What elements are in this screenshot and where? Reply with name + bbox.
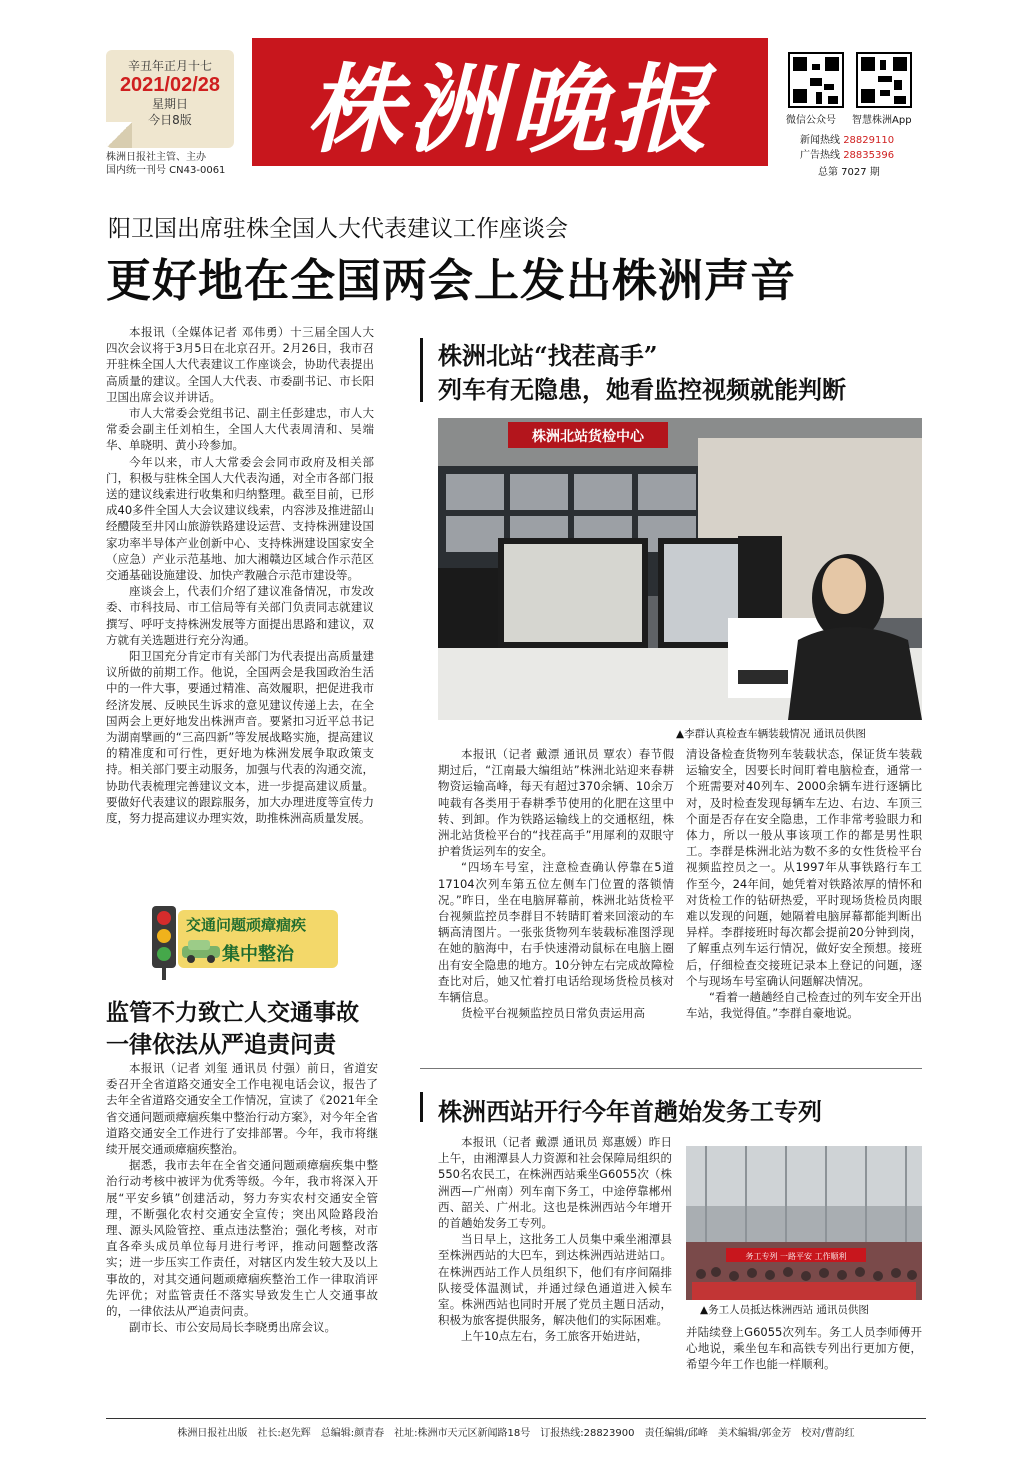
ad-hotline: [800, 149, 894, 162]
lead-paragraph: 阳卫国充分肯定市有关部门为代表提出高质量建议所做的前期工作。他说，全国两会是我国政治生活中的一件大事，要通过精准、高效履职，把促进我市经济发展、反映民生诉求的意见建议传递上去，在全国两会上更好地发出株洲声音。要紧扣习近平总书记为湖南擘画的“三高四新”等发展战略实施，提高建议的精准度和可行性，更好地为株洲发展争取政策支持。相关部门要主动服务，加强与代表的沟通交流，协助代表梳理完善建议文本，进一步提高建议质量。要做好代表建议的跟踪服务，加大办理进度等宣传力度，努力提高建议办理实效，助推株洲高质量发展。: [106, 649, 374, 826]
lead-paragraph: 本报讯（全媒体记者 邓伟勇）十三届全国人大四次会议将于3月5日在北京召开。2月26日，我市召开驻株全国人大代表建议工作座谈会，协助代表提出高质量的建议。全国人大代表、市委副书记、市长阳卫国出席会议并讲话。: [106, 325, 374, 404]
north-title-line2: 列车有无隐患，她看监控视频就能判断: [438, 375, 846, 404]
north-photo-caption: ▲李群认真检查车辆装载情况 通讯员供图: [676, 728, 866, 740]
news-hotline-label: 新闻热线: [800, 135, 840, 146]
newspaper-title: 株洲晚报: [306, 52, 714, 166]
traffic-paragraph: 本报讯（记者 刘玺 通讯员 付强）前日，省道安委召开全省道路交通安全工作电视电话会议，报告了去年全省道路交通安全工作情况，宣读了《2021年全省交通问题顽瘴痼疾集中整治行动方案》，对今年全省道路交通安全工作进行了安排部署。今年，我市将继续开展交通顽瘴痼疾整治。: [106, 1061, 378, 1157]
footer-credits: 株洲日报社出版 社长:赵先辉 总编辑:颜青春 社址:株洲市天元区新闻路18号 订报热线:28823900 责任编辑/邱峰 美术编辑/郭金芳 校对/曹韵红: [177, 1428, 855, 1439]
campaign-banner-line2: 集中整治: [222, 944, 294, 965]
north-paragraph: “看着一趟趟经自己检查过的列车安全开出车站，我觉得值。”李群自豪地说。: [686, 990, 922, 1021]
app-qr-icon: [856, 52, 912, 108]
west-column-1: [438, 1134, 672, 1345]
west-paragraph: 本报讯（记者 戴漂 通讯员 郑惠媛）昨日上午，由湘潭县人力资源和社会保障局组织的550名农民工，在株洲西站乘坐G6055次（株洲西—广州南）列车南下务工，中途停靠郴州西、韶关、广州北。这也是株洲西站今年增开的首趟始发务工专列。: [438, 1135, 672, 1231]
section-divider: [420, 1068, 922, 1069]
lead-paragraph: 市人大常委会党组书记、副主任彭建忠，市人大常委会副主任刘柏生，全国人大代表周清和、吴端华、单晓明、黄小玲参加。: [106, 406, 374, 453]
traffic-light-icon: [146, 904, 182, 980]
lead-article-body: [106, 324, 374, 826]
lead-paragraph: 座谈会上，代表们介绍了建议准备情况，市发改委、市科技局、市工信局等有关部门负责同志就建议撰写、呼吁支持株洲发展等方面提出思路和建议，双方就有关选题进行充分沟通。: [106, 584, 374, 647]
wechat-qr-icon: [788, 52, 844, 108]
north-title-line1: 株洲北站“找茬高手”: [438, 341, 658, 370]
weekday: 星期日: [151, 97, 188, 111]
qr-right-label: 智慧株洲App: [852, 115, 912, 126]
lunar-date: 辛丑年正月十七: [127, 59, 212, 73]
campaign-banner-line1: 交通问题顽瘴痼疾: [186, 916, 307, 934]
issue-number: 总第 7027 期: [818, 167, 880, 178]
north-column-1: [438, 746, 674, 1021]
west-station-photo: [686, 1146, 922, 1300]
traffic-paragraph: 据悉，我市去年在全省交通问题顽瘴痼疾集中整治行动考核中被评为优秀等级。今年，我市将深入开展“平安乡镇”创建活动，努力夯实农村交通安全管理，不断强化农村交通安全宣传；突出风险路段治理、源头风险管控、重点违法整治；强化考核，对市直各牵头成员单位每月进行考评，推动问题整改落实；进一步压实工作责任，对辖区内发生较大及以上事故的，对其交通问题顽瘴痼疾整治工作一律取消评先评优；对监管责任不落实导致发生亡人交通事故的，一律依法从严追责问责。: [106, 1158, 378, 1319]
traffic-title-line1: 监管不力致亡人交通事故: [106, 999, 359, 1026]
north-paragraph: “四场车号室，注意检查确认停靠在5道17104次列车第五位左侧车门位置的落锁情况。”昨日，坐在电脑屏幕前，株洲北站货检平台视频监控员李群目不转睛盯着来回滚动的车辆高清图片。一张张货物列车装载标准图浮现在她的脑海中，右手快速滑动鼠标在电脑上圈出有安全隐患的地方。10分钟左右完成故障检查比对后，她又忙着打电话给现场货检员核对车辆信息。: [438, 860, 674, 1005]
west-column-2: [686, 1324, 922, 1373]
lead-headline: 更好地在全国两会上发出株洲声音: [106, 254, 797, 307]
news-hotline: [800, 134, 894, 147]
north-title-bar: [420, 338, 423, 402]
photo-sign-text: 株洲北站货检中心: [532, 429, 644, 445]
publisher-line: 株洲日报社主管、主办: [106, 152, 206, 163]
date-box: [106, 50, 234, 148]
edition-count: 今日8版: [148, 113, 192, 127]
west-paragraph: 并陆续登上G6055次列车。务工人员李师傅开心地说，乘坐包车和高铁专列出行更加方便，希望今年工作也能一样顺利。: [686, 1325, 922, 1372]
west-paragraph: 上午10点左右，务工旅客开始进站，: [461, 1329, 649, 1344]
news-hotline-number: 28829110: [843, 135, 895, 146]
masthead: [252, 38, 768, 166]
solar-date: 2021/02/28: [119, 74, 221, 96]
ad-hotline-number: 28835396: [843, 150, 895, 161]
west-title: 株洲西站开行今年首趟始发务工专列: [438, 1097, 822, 1126]
qr-left-label: 微信公众号: [786, 115, 836, 126]
ad-hotline-label: 广告热线: [800, 150, 840, 161]
photo-banner-text: 务工专列 一路平安 工作顺利: [745, 1252, 847, 1261]
traffic-paragraph: 副市长、市公安局局长李晓勇出席会议。: [129, 1320, 336, 1335]
north-paragraph: 清设备检查货物列车装载状态，保证货车装载运输安全，因要长时间盯着电脑检查，通常一个班需要对40列车、2000余辆车进行逐辆比对，及时检查发现每辆车左边、右边、车顶三个面是否存在安全隐患，工作非常考验眼力和体力，所以一般从事该项工作的都是男性职工。李群是株洲北站为数不多的女性货检平台视频监控员之一。从1997年从事铁路行车工作至今，24年间，她凭着对铁路浓厚的情怀和对货检工作的钻研热爱，平时现场货检员肉眼难以发现的问题，她隔着电脑屏幕都能判断出异样。李群接班时每次都会提前20分钟到岗，了解重点列车运行情况，做好安全预想。接班后，仔细检查交接班记录本上登记的问题，逐个与现场车号室确认问题解决情况。: [686, 747, 922, 988]
lead-paragraph: 今年以来，市人大常委会会同市政府及相关部门，积极与驻株全国人大代表沟通，对全市各部门报送的建议线索进行收集和归纳整理。截至目前，已形成40多件全国人大会议建议线索，内容涉及推进韶山经醴陵至井冈山旅游铁路建设运营、支持株洲建设国家功率半导体产业创新中心、支持株洲建设国家安全（应急）产业示范基地、加大湘赣边区域合作示范区交通基础设施建设、加快产教融合示范市建设等。: [106, 454, 374, 583]
north-station-photo: [438, 418, 922, 720]
publisher-info: [106, 151, 225, 177]
west-paragraph: 当日早上，这批务工人员集中乘坐湘潭县至株洲西站的大巴车，到达株洲西站进站口。在株洲西站工作人员组织下，他们有序间隔排队接受体温测试，并通过绿色通道进入候车室。株洲西站也同时开展了党员主题日活动，积极为旅客提供服务，解决他们的实际困难。: [438, 1232, 672, 1328]
issn-line: 国内统一刊号 CN43-0061: [106, 165, 226, 176]
lead-kicker: 阳卫国出席驻株全国人大代表建议工作座谈会: [108, 216, 568, 242]
north-paragraph: 货检平台视频监控员日常负责运用高: [461, 1006, 645, 1021]
footer-rule: [106, 1418, 926, 1419]
north-column-2: [686, 746, 922, 1021]
car-icon: [180, 938, 222, 964]
west-photo-caption: ▲务工人员抵达株洲西站 通讯员供图: [700, 1304, 869, 1316]
traffic-title-line2: 一律依法从严追责问责: [106, 1031, 336, 1058]
traffic-article-body: [106, 1060, 378, 1335]
west-title-bar: [420, 1092, 423, 1122]
page-curl-decoration: [106, 122, 132, 148]
north-paragraph: 本报讯（记者 戴漂 通讯员 覃农）春节假期过后，“江南最大编组站”株洲北站迎来春耕物资运输高峰，每天有超过370余辆、10余万吨载有各类用于春耕季节使用的化肥在这里中转、到卸。作为铁路运输线上的交通枢纽，株洲北站货检平台的“找茬高手”用犀利的双眼守护着货运列车的安全。: [438, 747, 674, 859]
